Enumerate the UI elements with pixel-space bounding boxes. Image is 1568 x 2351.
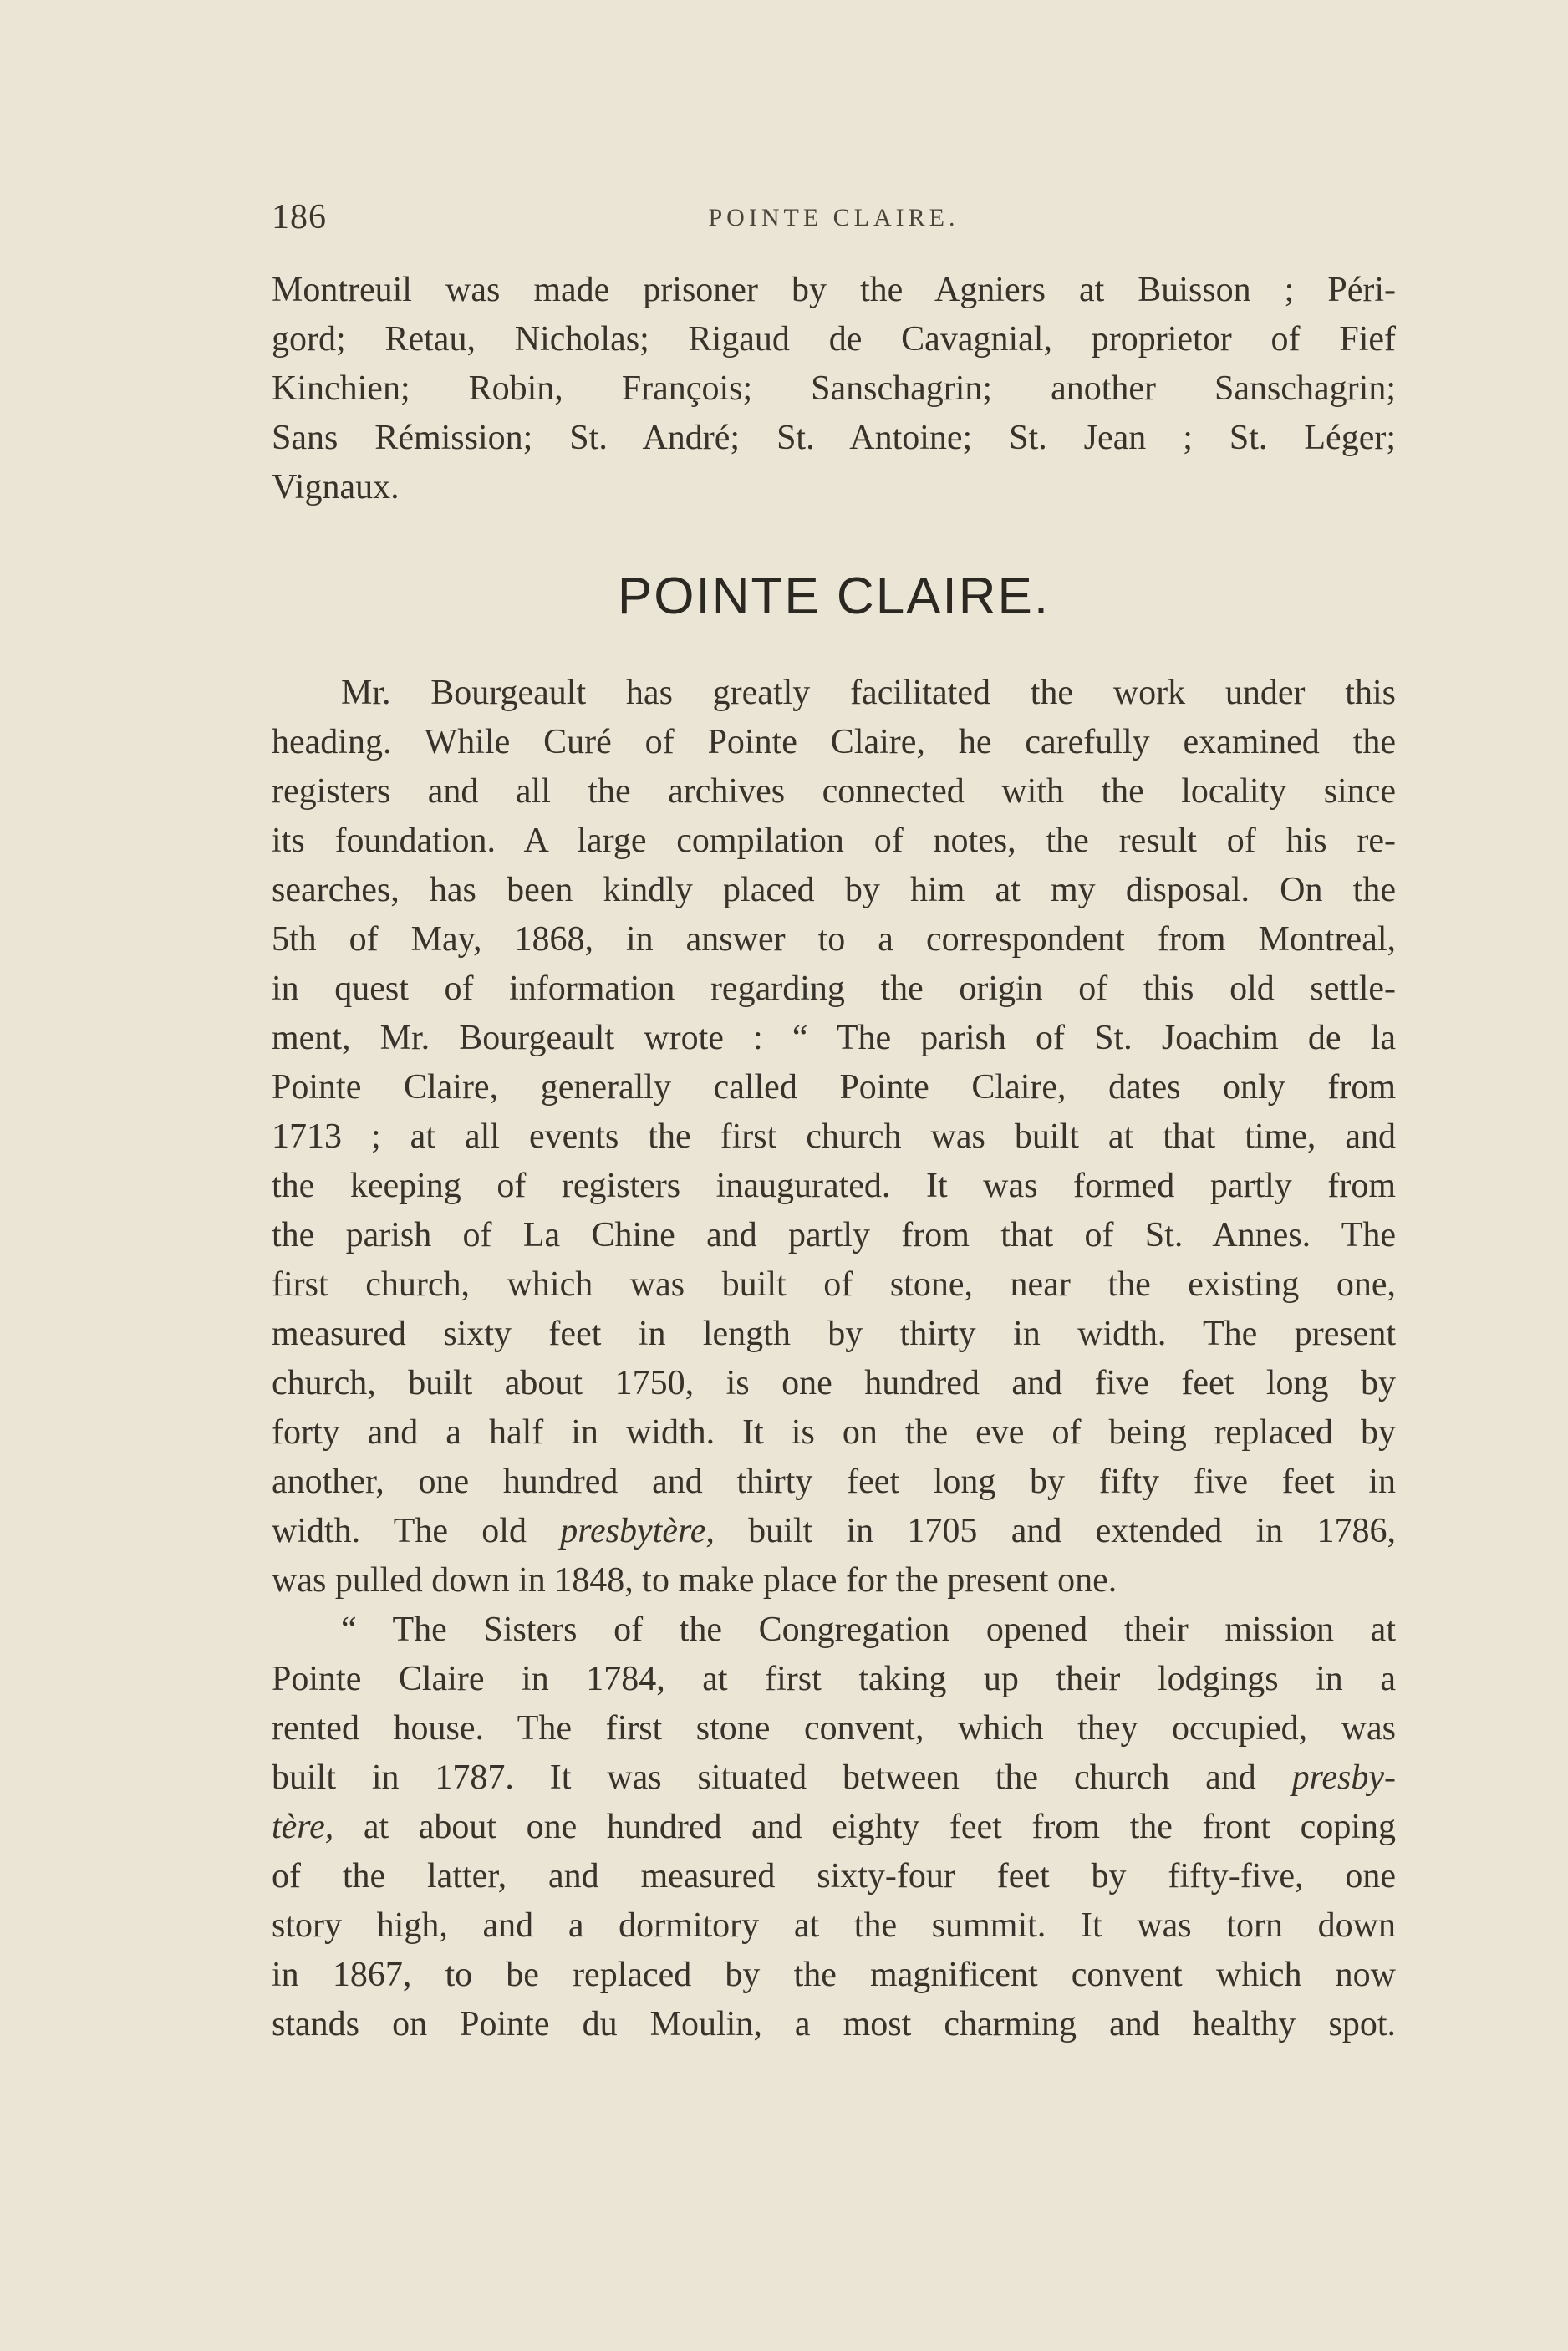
text-line: “ The Sisters of the Congregation opened their mission at [341, 1611, 1396, 1649]
text-line: registers and all the archives connected with the locality since [272, 772, 1396, 811]
text-fragment: built in 1787. It was situated between the church and [272, 1758, 1292, 1797]
section-heading: POINTE CLAIRE. [617, 567, 1051, 625]
text-fragment: built in 1705 and extended in 1786, [714, 1512, 1396, 1550]
text-line: 1713 ; at all events the first church was built at that time, and [272, 1117, 1396, 1156]
text-line: gord; Retau, Nicholas; Rigaud de Cavagnial, proprietor of Fief [272, 320, 1396, 359]
text-line: story high, and a dormitory at the summit. It was torn down [272, 1906, 1396, 1945]
running-head [272, 197, 1396, 247]
text-line: the parish of La Chine and partly from that of St. Annes. The [272, 1216, 1396, 1254]
running-title: POINTE CLAIRE. [708, 204, 960, 232]
text-line: measured sixty feet in length by thirty in width. The present [272, 1315, 1396, 1353]
text-line: in quest of information regarding the origin of this old settle- [272, 969, 1396, 1008]
text-line: church, built about 1750, is one hundred and five feet long by [272, 1364, 1396, 1402]
text-line: was pulled down in 1848, to make place for the present one. [272, 1561, 1117, 1600]
italic-term: tère, [272, 1808, 334, 1846]
text-line: rented house. The first stone convent, which they occupied, was [272, 1709, 1396, 1748]
italic-term: presby- [1291, 1758, 1396, 1797]
page-number: 186 [272, 198, 327, 237]
text-line [272, 1753, 1396, 1802]
text-line: another, one hundred and thirty feet long by fifty five feet in [272, 1463, 1396, 1501]
text-line: Kinchien; Robin, François; Sanschagrin; another Sanschagrin; [272, 369, 1396, 408]
text-line: Montreuil was made prisoner by the Agniers at Buisson ; Péri- [272, 271, 1396, 309]
text-line: 5th of May, 1868, in answer to a correspondent from Montreal, [272, 920, 1396, 959]
text-line: ment, Mr. Bourgeault wrote : “ The parish of St. Joachim de la [272, 1019, 1396, 1057]
text-line: heading. While Curé of Pointe Claire, he carefully examined the [272, 723, 1396, 761]
text-line: in 1867, to be replaced by the magnificent convent which now [272, 1956, 1396, 1994]
text-line: stands on Pointe du Moulin, a most charming and healthy spot. [272, 2005, 1396, 2043]
text-fragment: width. The old [272, 1512, 561, 1550]
text-line: of the latter, and measured sixty-four feet by fifty-five, one [272, 1857, 1396, 1896]
text-line: first church, which was built of stone, near the existing one, [272, 1265, 1396, 1304]
text-line: Pointe Claire, generally called Pointe Claire, dates only from [272, 1068, 1396, 1107]
text-line: Vignaux. [272, 468, 400, 506]
text-line: forty and a half in width. It is on the eve of being replaced by [272, 1413, 1396, 1452]
text-line: Mr. Bourgeault has greatly facilitated the work under this [341, 674, 1396, 712]
text-line [272, 1507, 1396, 1555]
text-fragment: at about one hundred and eighty feet from the front coping [333, 1808, 1396, 1846]
text-line: its foundation. A large compilation of notes, the result of his re- [272, 822, 1396, 860]
text-line: searches, has been kindly placed by him at my disposal. On the [272, 871, 1396, 909]
text-line: the keeping of registers inaugurated. It was formed partly from [272, 1167, 1396, 1205]
text-line [272, 1803, 1396, 1851]
italic-term: presbytère, [560, 1512, 715, 1550]
text-line: Pointe Claire in 1784, at first taking up their lodgings in a [272, 1660, 1396, 1698]
text-line: Sans Rémission; St. André; St. Antoine; St. Jean ; St. Léger; [272, 419, 1396, 457]
